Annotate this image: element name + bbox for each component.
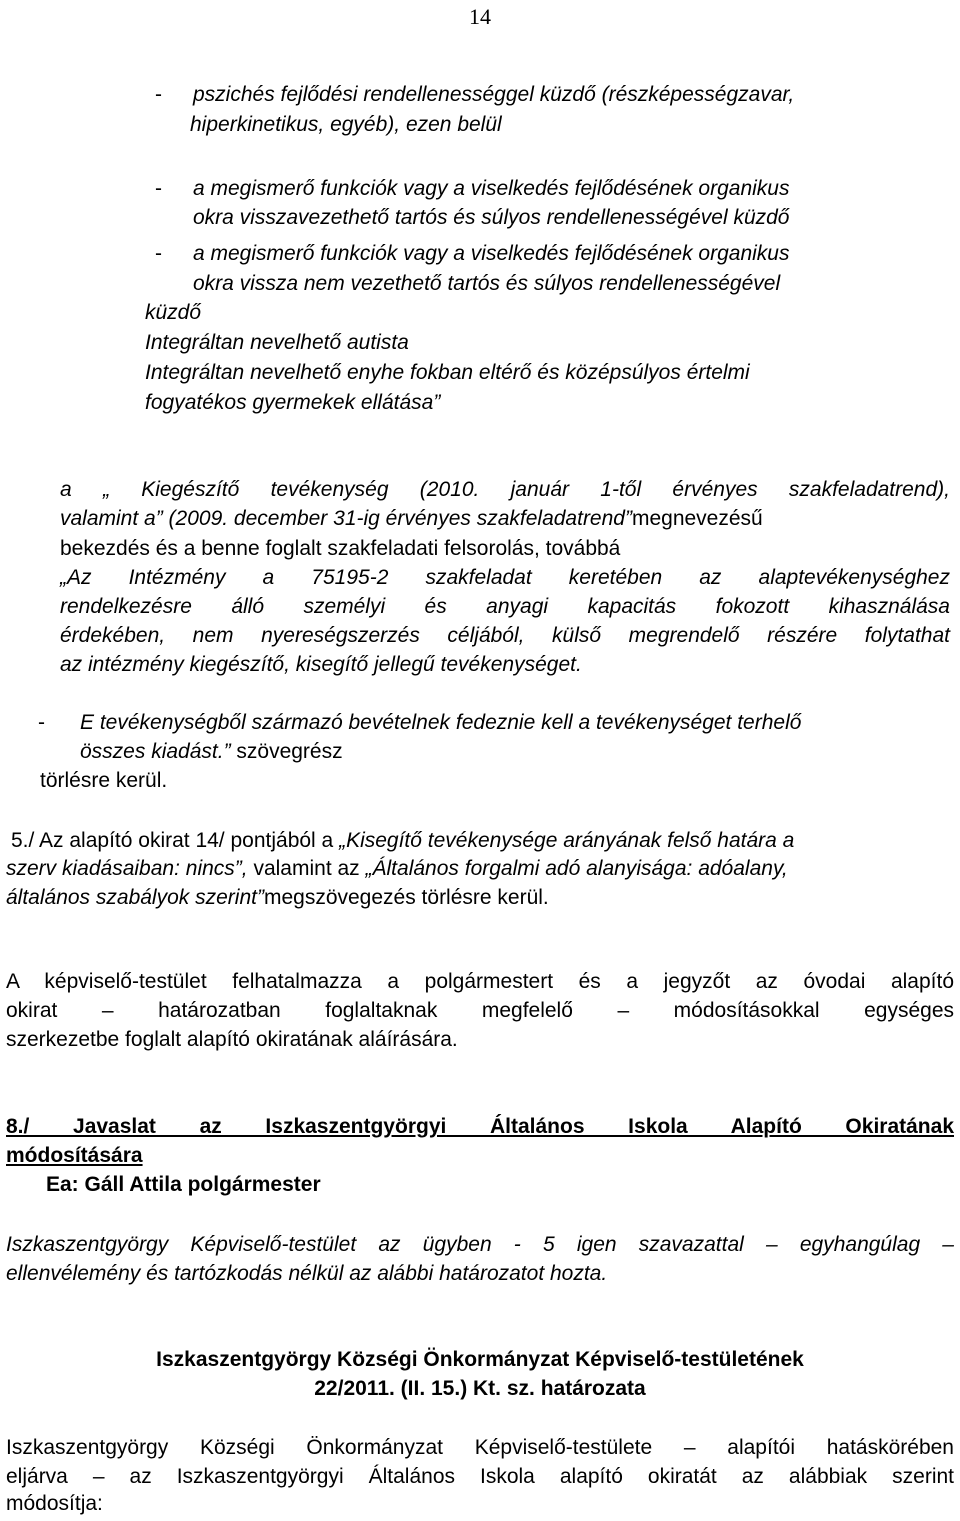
para1-italic: valamint a” (2009. december 31-ig érvényes szakfeladatrend” [60, 507, 632, 530]
list-item-line: hiperkinetikus, egyéb), ezen belül [190, 113, 502, 136]
enyhe-line: Integráltan nevelhető enyhe fokban eltérő és középsúlyos értelmi [145, 361, 750, 384]
para3-line [6, 883, 549, 913]
list-item-line: okra vissza nem vezethető tartós és súlyos rendellenességével [193, 272, 781, 295]
para3-text: Az alapító okirat 14/ pontjából a [34, 829, 340, 852]
vote-line: Iszkaszentgyörgy Képviselő-testület az ügyben - 5 igen szavazattal – egyhangúlag – [6, 1233, 954, 1256]
vote-line: ellenvélemény és tartózkodás nélkül az alábbi határozatot hozta. [6, 1262, 608, 1285]
agenda-heading: módosítására [6, 1144, 143, 1167]
list-bullet: - [155, 242, 162, 265]
para1-line [60, 504, 950, 534]
para4-line: okirat – határozatban foglaltaknak megfelelő – módosításokkal egységes [6, 999, 954, 1022]
autista-line: Integráltan nevelhető autista [145, 331, 409, 354]
list-item-line: pszichés fejlődési rendellenességgel küzdő (részképességzavar, [193, 83, 795, 106]
agenda-heading: 8./ Javaslat az Iszkaszentgyörgyi Általános Iskola Alapító Okiratának [6, 1115, 954, 1138]
list-item-line: okra visszavezethető tartós és súlyos rendellenességével küzdő [193, 206, 790, 229]
para3-text: megszövegezés törlésre kerül. [263, 886, 549, 909]
list-bullet: - [38, 711, 45, 734]
list-bullet: - [155, 177, 162, 200]
final-line: eljárva – az Iszkaszentgyörgyi Általános Iskola alapító okiratát az alábbiak szerint [6, 1465, 954, 1488]
list-bullet: - [155, 83, 162, 106]
para1-line: rendelkezésre álló személyi és anyagi kapacitás fokozott kihasználása [60, 595, 950, 618]
list-item-line: a megismerő funkciók vagy a viselkedés fejlődésének organikus [193, 242, 790, 265]
para3-italic: „Általános forgalmi adó alanyisága: adóalany, [365, 857, 788, 880]
resolution-number: 22/2011. (II. 15.) Kt. sz. határozata [314, 1377, 646, 1400]
para2-text: szövegrész [230, 740, 343, 763]
para1-text: megnevezésű [631, 507, 763, 530]
para3-line [11, 826, 951, 856]
agenda-presenter: Ea: Gáll Attila polgármester [46, 1173, 321, 1196]
para1-line: a „ Kiegészítő tevékenység (2010. január 1-től érvényes szakfeladatrend), [60, 478, 950, 501]
para3-num: 5./ [11, 829, 35, 852]
para3-text: valamint az [247, 857, 366, 880]
para1-line: „Az Intézmény a 75195-2 szakfeladat keretében az alaptevékenységhez [60, 566, 950, 589]
final-line: Iszkaszentgyörgy Községi Önkormányzat Képviselő-testülete – alapítói hatáskörében [6, 1436, 954, 1459]
para2-line [80, 737, 343, 767]
para1-line: érdekében, nem nyereségszerzés céljából, külső megrendelő részére folytathat [60, 624, 950, 647]
para1-line: az intézmény kiegészítő, kisegítő jellegű tevékenységet. [60, 653, 582, 676]
para1-line: bekezdés és a benne foglalt szakfeladati felsorolás, továbbá [60, 537, 621, 560]
para4-line: A képviselő-testület felhatalmazza a polgármestert és a jegyzőt az óvodai alapító [6, 970, 954, 993]
list-item-line: a megismerő funkciók vagy a viselkedés fejlődésének organikus [193, 177, 790, 200]
para3-italic: szerv kiadásaiban: nincs”, [6, 857, 248, 880]
para2-line: törlésre kerül. [40, 769, 168, 792]
para3-line [6, 854, 788, 884]
para3-italic: „Kisegítő tevékenysége arányának felső határa a [339, 829, 795, 852]
final-line: módosítja: [6, 1492, 103, 1515]
enyhe-line: fogyatékos gyermekek ellátása” [145, 391, 441, 414]
para2-line: E tevékenységből származó bevételnek fedeznie kell a tevékenységet terhelő [80, 711, 802, 734]
list-item-line: küzdő [145, 301, 202, 324]
para3-italic: általános szabályok szerint” [6, 886, 264, 909]
para4-line: szerkezetbe foglalt alapító okiratának aláírására. [6, 1028, 458, 1051]
page-number: 14 [469, 4, 491, 29]
resolution-title: Iszkaszentgyörgy Községi Önkormányzat Képviselő-testületének [156, 1348, 804, 1371]
para2-italic: összes kiadást.” [80, 740, 231, 763]
